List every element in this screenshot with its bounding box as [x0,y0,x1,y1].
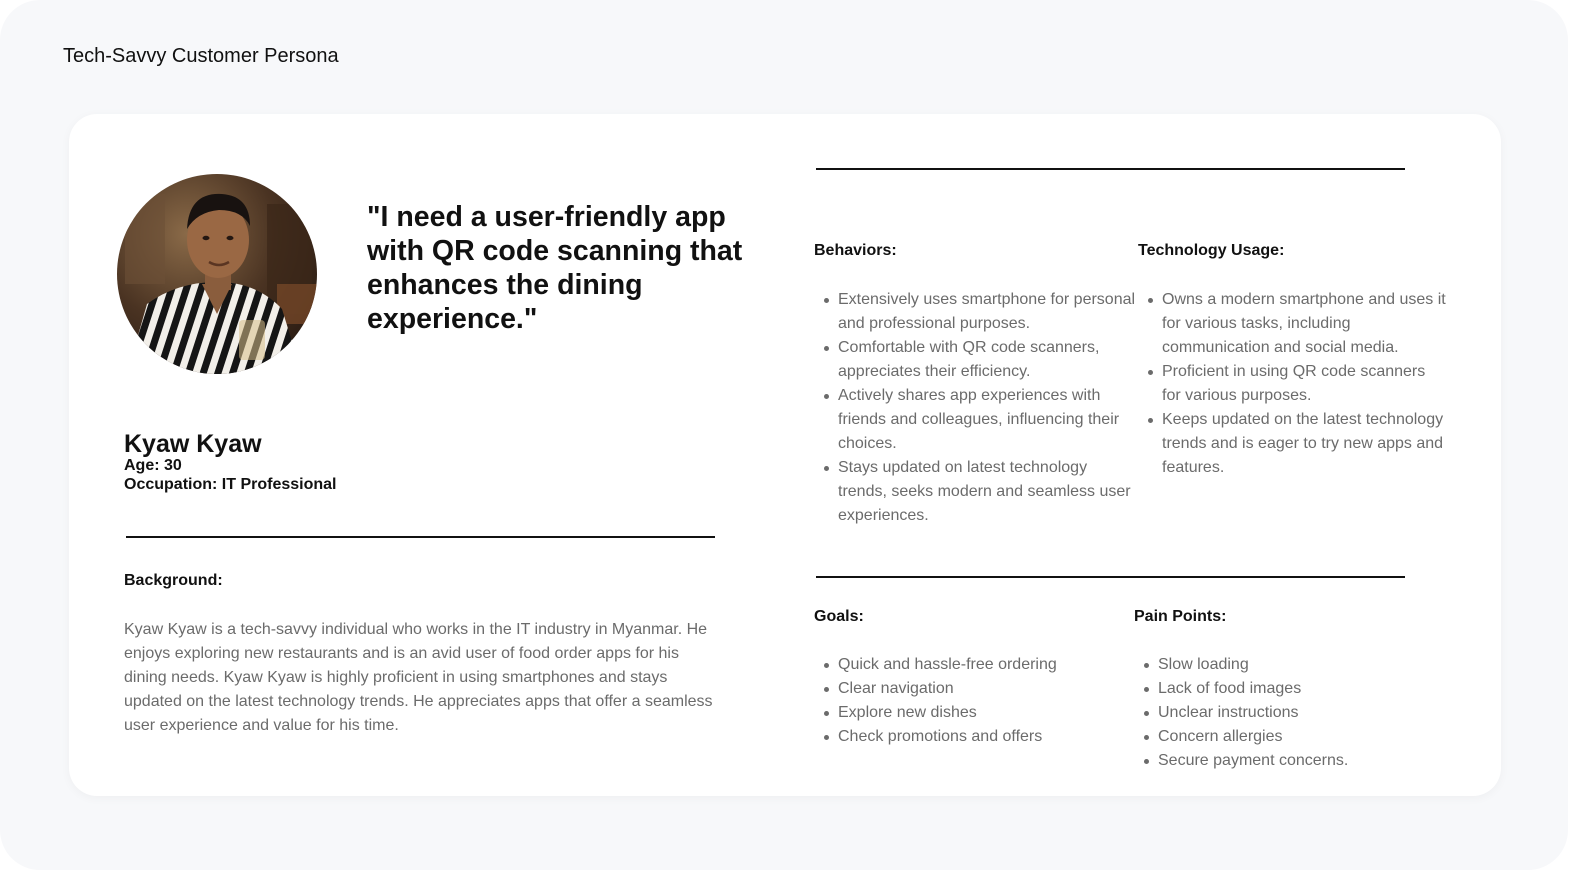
list-item: Stays updated on latest technology trends, seeks modern and seamless user experiences. [838,456,1138,528]
persona-card [69,114,1501,796]
persona-photo [117,174,317,374]
technology-usage-label: Technology Usage: [1138,242,1285,259]
persona-age: Age: 30 [124,457,182,474]
pain-points-label: Pain Points: [1134,608,1227,625]
list-item: Concern allergies [1158,725,1448,749]
list-item: Check promotions and offers [838,725,1138,749]
persona-name: Kyaw Kyaw [124,430,262,458]
goals-label: Goals: [814,608,864,625]
behaviors-list [814,288,1138,528]
background-label: Background: [124,572,223,589]
right-bottom-divider [816,576,1405,578]
technology-usage-list [1138,288,1447,480]
goals-list [814,653,1138,749]
left-divider [126,536,715,538]
list-item: Unclear instructions [1158,701,1448,725]
list-item: Quick and hassle-free ordering [838,653,1138,677]
list-item: Owns a modern smartphone and uses it for various tasks, including communication and social media. [1162,288,1447,360]
pain-points-list [1134,653,1448,773]
behaviors-label: Behaviors: [814,242,897,259]
list-item: Slow loading [1158,653,1448,677]
list-item: Secure payment concerns. [1158,749,1448,773]
persona-quote: "I need a user-friendly app with QR code scanning that enhances the dining experience." [367,201,743,335]
list-item: Explore new dishes [838,701,1138,725]
page-title: Tech-Savvy Customer Persona [63,45,339,67]
right-top-divider [816,168,1405,170]
persona-occupation: Occupation: IT Professional [124,476,337,493]
list-item: Actively shares app experiences with friends and colleagues, influencing their choices. [838,384,1138,456]
list-item: Keeps updated on the latest technology trends and is eager to try new apps and features. [1162,408,1447,480]
list-item: Proficient in using QR code scanners for various purposes. [1162,360,1447,408]
list-item: Lack of food images [1158,677,1448,701]
list-item: Extensively uses smartphone for personal and professional purposes. [838,288,1138,336]
list-item: Clear navigation [838,677,1138,701]
background-text: Kyaw Kyaw is a tech-savvy individual who works in the IT industry in Myanmar. He enjoys exploring new restaurants and is an avid user of food order apps for his dining needs. Kyaw Kyaw is highly proficient in using smartphones and stays updated on the latest technology trends. He appreciates apps that offer a seamless user experience and value for his time. [124,621,713,734]
list-item: Comfortable with QR code scanners, appreciates their efficiency. [838,336,1138,384]
persona-avatar [117,174,317,374]
